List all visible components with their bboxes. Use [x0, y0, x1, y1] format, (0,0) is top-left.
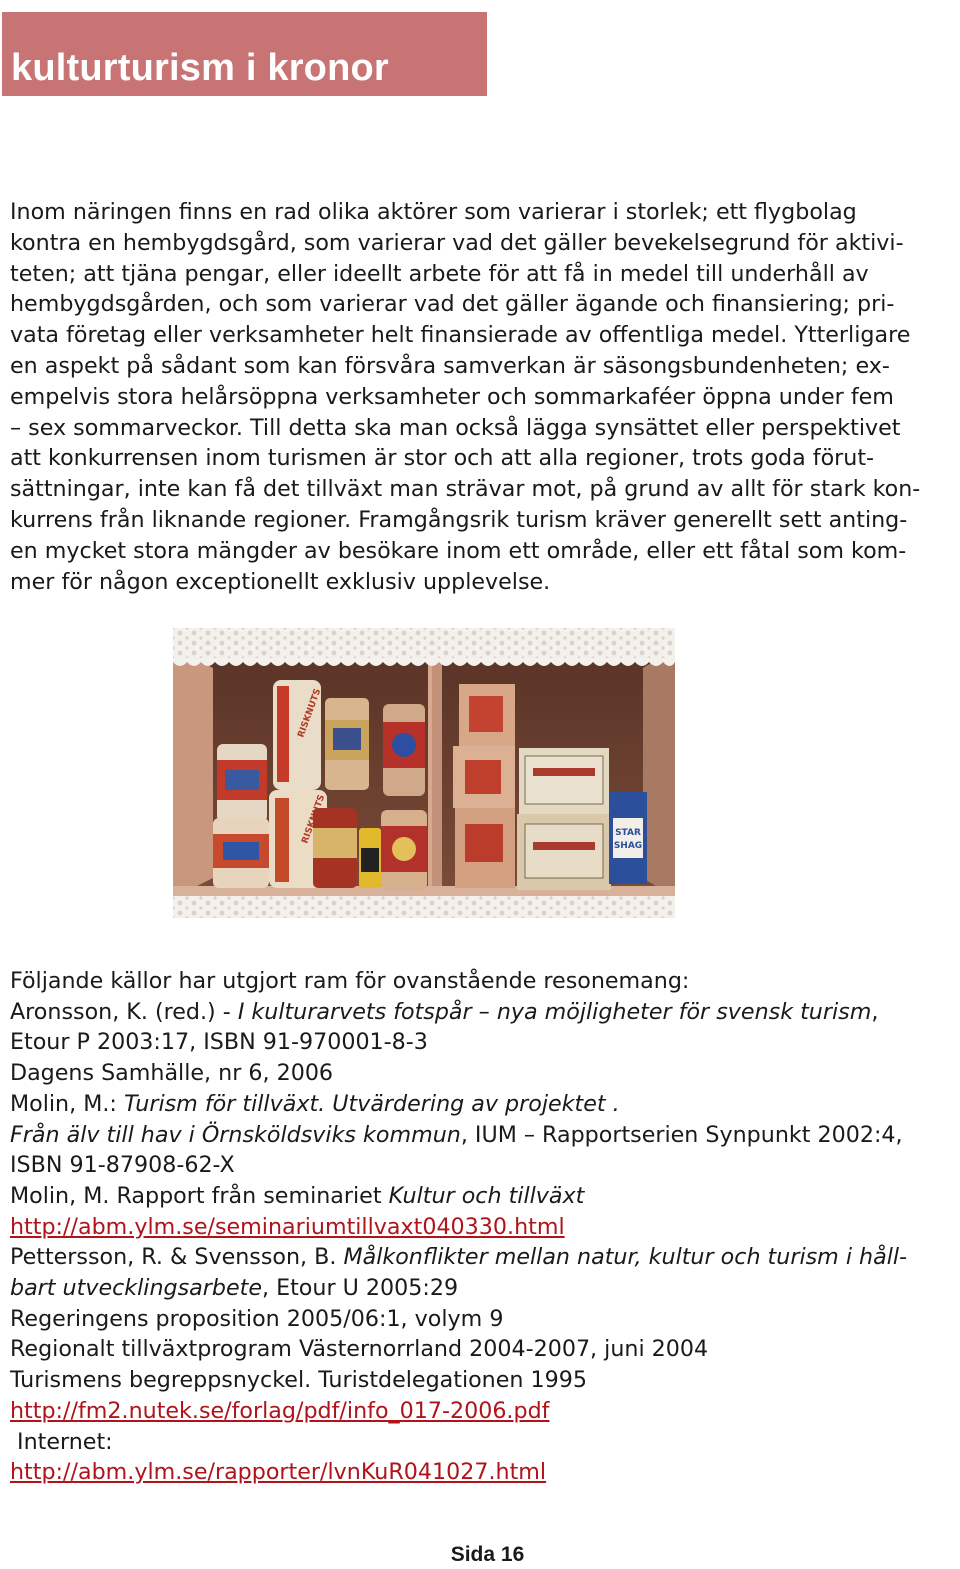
body-line: en mycket stora mängder av besökare inom ett område, eller ett fåtal som kom- [10, 537, 907, 564]
title-banner [2, 12, 487, 96]
body-line: Inom näringen finns en rad olika aktörer som varierar i storlek; ett flygbolag [10, 199, 857, 225]
source-turismens: Turismens begreppsnyckel. Turistdelegationen 1995 [10, 1367, 587, 1394]
sources-intro: Följande källor har utgjort ram för ovanstående resonemang: [10, 968, 690, 994]
page-number: Sida 16 [450, 1543, 525, 1566]
link-abm-seminarium[interactable]: http://abm.ylm.se/seminariumtillvaxt040330.html [10, 1213, 565, 1240]
source-alv-till-hav: Från älv till hav i Örnsköldsviks kommun, IUM – Rapportserien Synpunkt 2002:4, [10, 1121, 903, 1148]
source-internet-label: Internet: [10, 1428, 113, 1455]
pantry-shelf-illustration [173, 628, 675, 918]
source-etour: Etour P 2003:17, ISBN 91-970001-8-3 [10, 1029, 428, 1056]
body-line: en aspekt på sådant som kan försvåra samverkan är säsongsbundenheten; ex- [10, 352, 890, 379]
source-regeringens: Regeringens proposition 2005/06:1, volym 9 [10, 1305, 504, 1332]
body-line: att konkurrensen inom turismen är stor och att alla regioner, trots goda förut- [10, 445, 875, 472]
link-nutek-pdf[interactable]: http://fm2.nutek.se/forlag/pdf/info_017-2006.pdf [10, 1397, 550, 1424]
link-abm-rapporter[interactable]: http://abm.ylm.se/rapporter/lvnKuR041027.html [10, 1459, 547, 1486]
source-dagens: Dagens Samhälle, nr 6, 2006 [10, 1060, 334, 1087]
body-line: sättningar, inte kan få det tillväxt man strävar mot, på grund av allt för stark kon- [10, 476, 921, 503]
box-label: SHAG [613, 841, 643, 851]
box-label: STAR [615, 828, 641, 838]
body-line: mer för någon exceptionellt exklusiv upplevelse. [10, 568, 551, 595]
source-molin-1: Molin, M.: Turism för tillväxt. Utvärdering av projektet . [10, 1090, 620, 1117]
sources-list [10, 966, 955, 1488]
pantry-shelf-photo [173, 628, 675, 918]
source-alv-isbn: ISBN 91-87908-62-X [10, 1152, 235, 1179]
body-line: – sex sommarveckor. Till detta ska man också lägga synsättet eller perspektivet [10, 414, 901, 441]
body-line: kontra en hembygdsgård, som varierar vad det gäller bevekelsegrund för aktivi- [10, 229, 904, 256]
body-paragraph [10, 197, 955, 597]
body-line: teten; att tjäna pengar, eller ideellt arbete för att få in medel till underhåll av [10, 260, 869, 287]
source-regionalt: Regionalt tillväxtprogram Västernorrland 2004-2007, juni 2004 [10, 1336, 709, 1363]
source-aronsson: Aronsson, K. (red.) - I kulturarvets fotspår – nya möjligheter för svensk turism, [10, 998, 879, 1025]
source-pettersson-cont: bart utvecklingsarbete, Etour U 2005:29 [10, 1275, 459, 1302]
body-line: empelvis stora helårsöppna verksamheter och sommarkaféer öppna under fem [10, 383, 894, 410]
page-title: kulturturism i kronor [11, 47, 389, 89]
source-pettersson: Pettersson, R. & Svensson, B. Målkonflikter mellan natur, kultur och turism i håll- [10, 1244, 908, 1271]
body-line: vata företag eller verksamheter helt finansierade av offentliga medel. Ytterligare [10, 322, 911, 349]
source-molin-2: Molin, M. Rapport från seminariet Kultur och tillväxt [10, 1182, 585, 1209]
body-line: hembygdsgården, och som varierar vad det gäller ägande och finansiering; pri- [10, 291, 895, 318]
body-line: kurrens från liknande regioner. Framgångsrik turism kräver generellt sett anting- [10, 506, 908, 533]
tin-label: RISKNUTS [296, 687, 324, 740]
